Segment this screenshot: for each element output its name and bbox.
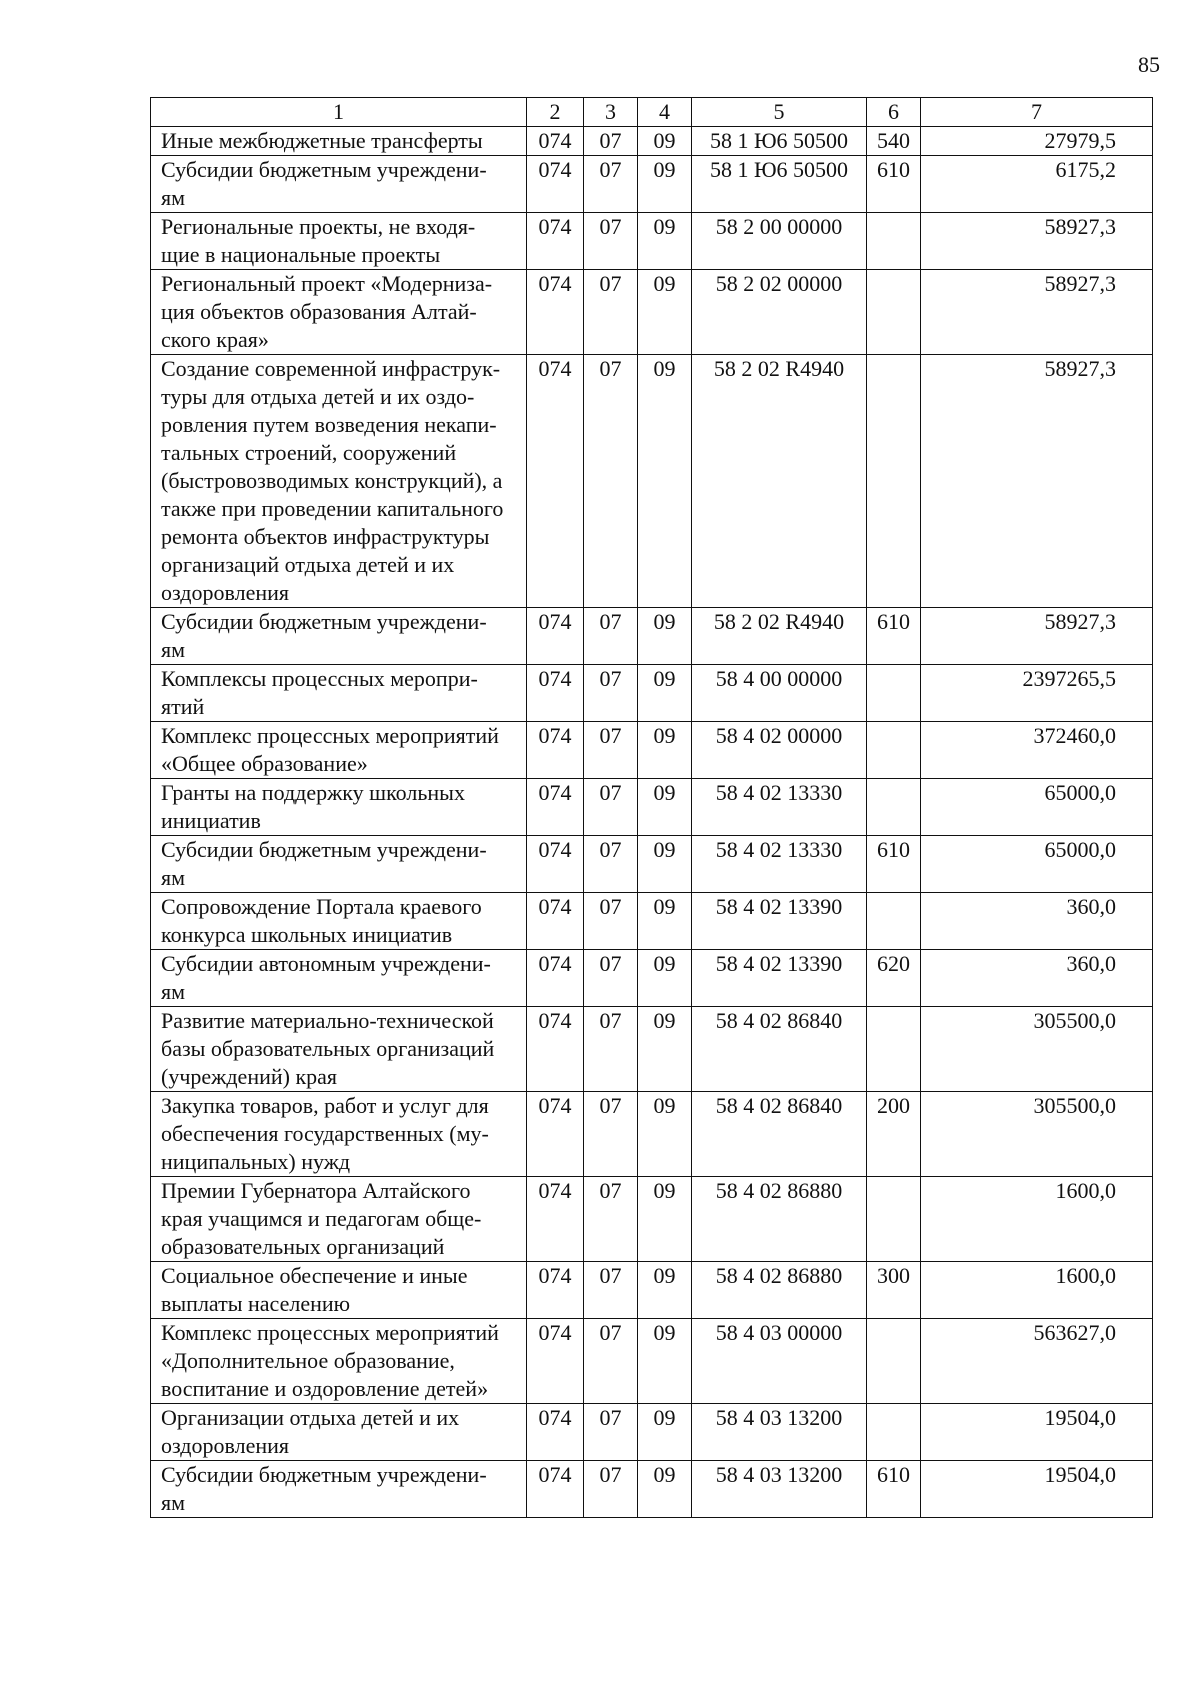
subsection-code-cell: 07 [584,893,638,950]
section-code-cell: 074 [527,779,584,836]
budget-table [150,97,1153,1518]
section-code-cell: 074 [527,836,584,893]
amount-cell: 65000,0 [921,836,1153,893]
amount-cell: 2397265,5 [921,665,1153,722]
expense-type-cell [867,1404,921,1461]
section-code-cell: 074 [527,893,584,950]
amount-cell: 305500,0 [921,1092,1153,1177]
target-article-cell: 58 4 02 86840 [692,1092,867,1177]
amount-cell: 58927,3 [921,270,1153,355]
row-name-cell: Премии Губернатора Алтайского края учащимся и педагогам обще- образовательных организаций [151,1177,527,1262]
section-code-cell: 074 [527,1262,584,1319]
subsection-code-cell: 09 [638,270,692,355]
expense-type-cell: 540 [867,127,921,156]
subsection-code-cell: 07 [584,950,638,1007]
target-article-cell: 58 4 02 13330 [692,779,867,836]
subsection-code-cell: 09 [638,127,692,156]
subsection-code-cell: 07 [584,1404,638,1461]
target-article-cell: 58 4 02 13390 [692,893,867,950]
table-row [151,213,1153,270]
subsection-code-cell: 07 [584,213,638,270]
subsection-code-cell: 09 [638,1404,692,1461]
amount-cell: 58927,3 [921,608,1153,665]
row-name-cell: Субсидии бюджетным учреждени- ям [151,608,527,665]
target-article-cell: 58 2 02 00000 [692,270,867,355]
row-name-cell: Субсидии автономным учреждени- ям [151,950,527,1007]
table-row [151,608,1153,665]
table-row [151,1092,1153,1177]
section-code-cell: 074 [527,156,584,213]
section-code-cell: 074 [527,1404,584,1461]
row-name-cell: Создание современной инфраструк- туры для отдыха детей и их оздо- ровления путем возведения некапи- тальных строений, сооружений (быстровозводимых конструкций), а также при проведении капитального ремонта объектов инфраструктуры организаций отдыха детей и их оздоровления [151,355,527,608]
row-name-cell: Комплексы процессных меропри- ятий [151,665,527,722]
amount-cell: 372460,0 [921,722,1153,779]
subsection-code-cell: 09 [638,950,692,1007]
subsection-code-cell: 07 [584,779,638,836]
subsection-code-cell: 07 [584,836,638,893]
amount-cell: 360,0 [921,893,1153,950]
row-name-cell: Комплекс процессных мероприятий «Общее образование» [151,722,527,779]
row-name-cell: Социальное обеспечение и иные выплаты населению [151,1262,527,1319]
target-article-cell: 58 4 02 13390 [692,950,867,1007]
row-name-cell: Субсидии бюджетным учреждени- ям [151,156,527,213]
page-number: 85 [1138,52,1160,77]
expense-type-cell: 610 [867,1461,921,1518]
amount-cell: 19504,0 [921,1404,1153,1461]
subsection-code-cell: 09 [638,836,692,893]
section-code-cell: 074 [527,1007,584,1092]
section-code-cell: 074 [527,722,584,779]
subsection-code-cell: 07 [584,127,638,156]
amount-cell: 27979,5 [921,127,1153,156]
subsection-code-cell: 09 [638,779,692,836]
table-row [151,950,1153,1007]
amount-cell: 305500,0 [921,1007,1153,1092]
expense-type-cell [867,1177,921,1262]
subsection-code-cell: 07 [584,665,638,722]
subsection-code-cell: 09 [638,213,692,270]
target-article-cell: 58 2 02 R4940 [692,355,867,608]
subsection-code-cell: 09 [638,355,692,608]
expense-type-cell [867,355,921,608]
expense-type-cell [867,722,921,779]
expense-type-cell: 300 [867,1262,921,1319]
expense-type-cell [867,893,921,950]
target-article-cell: 58 4 03 00000 [692,1319,867,1404]
column-header: 3 [584,98,638,127]
amount-cell: 58927,3 [921,213,1153,270]
expense-type-cell [867,1007,921,1092]
expense-type-cell [867,665,921,722]
row-name-cell: Сопровождение Портала краевого конкурса школьных инициатив [151,893,527,950]
target-article-cell: 58 4 02 00000 [692,722,867,779]
expense-type-cell: 200 [867,1092,921,1177]
target-article-cell: 58 4 02 86880 [692,1177,867,1262]
section-code-cell: 074 [527,1177,584,1262]
row-name-cell: Развитие материально-технической базы образовательных организаций (учреждений) края [151,1007,527,1092]
table-row [151,722,1153,779]
subsection-code-cell: 07 [584,1092,638,1177]
section-code-cell: 074 [527,1092,584,1177]
expense-type-cell: 620 [867,950,921,1007]
target-article-cell: 58 2 02 R4940 [692,608,867,665]
table-row [151,1404,1153,1461]
column-header: 6 [867,98,921,127]
column-header: 4 [638,98,692,127]
amount-cell: 65000,0 [921,779,1153,836]
subsection-code-cell: 09 [638,1177,692,1262]
expense-type-cell [867,213,921,270]
table-row [151,355,1153,608]
subsection-code-cell: 09 [638,1262,692,1319]
target-article-cell: 58 4 03 13200 [692,1461,867,1518]
table-row [151,127,1153,156]
subsection-code-cell: 07 [584,1262,638,1319]
section-code-cell: 074 [527,608,584,665]
table-row [151,1177,1153,1262]
amount-cell: 1600,0 [921,1177,1153,1262]
target-article-cell: 58 4 03 13200 [692,1404,867,1461]
subsection-code-cell: 07 [584,608,638,665]
target-article-cell: 58 4 02 86840 [692,1007,867,1092]
subsection-code-cell: 09 [638,1461,692,1518]
subsection-code-cell: 07 [584,270,638,355]
section-code-cell: 074 [527,270,584,355]
table-row [151,270,1153,355]
target-article-cell: 58 4 02 13330 [692,836,867,893]
column-header: 7 [921,98,1153,127]
table-row [151,779,1153,836]
subsection-code-cell: 07 [584,1319,638,1404]
target-article-cell: 58 1 Ю6 50500 [692,156,867,213]
expense-type-cell [867,1319,921,1404]
row-name-cell: Иные межбюджетные трансферты [151,127,527,156]
subsection-code-cell: 09 [638,1007,692,1092]
subsection-code-cell: 09 [638,893,692,950]
section-code-cell: 074 [527,1461,584,1518]
row-name-cell: Закупка товаров, работ и услуг для обеспечения государственных (му- ниципальных) нужд [151,1092,527,1177]
section-code-cell: 074 [527,665,584,722]
amount-cell: 360,0 [921,950,1153,1007]
subsection-code-cell: 09 [638,722,692,779]
table-row [151,1319,1153,1404]
table-row [151,156,1153,213]
table-row [151,836,1153,893]
amount-cell: 563627,0 [921,1319,1153,1404]
subsection-code-cell: 09 [638,665,692,722]
table-row [151,1007,1153,1092]
subsection-code-cell: 09 [638,1092,692,1177]
target-article-cell: 58 4 00 00000 [692,665,867,722]
amount-cell: 58927,3 [921,355,1153,608]
column-header: 2 [527,98,584,127]
section-code-cell: 074 [527,1319,584,1404]
expense-type-cell: 610 [867,156,921,213]
table-row [151,1461,1153,1518]
amount-cell: 1600,0 [921,1262,1153,1319]
row-name-cell: Региональные проекты, не входя- щие в национальные проекты [151,213,527,270]
section-code-cell: 074 [527,355,584,608]
column-header: 5 [692,98,867,127]
row-name-cell: Региональный проект «Модерниза- ция объектов образования Алтай- ского края» [151,270,527,355]
amount-cell: 6175,2 [921,156,1153,213]
subsection-code-cell: 07 [584,722,638,779]
target-article-cell: 58 4 02 86880 [692,1262,867,1319]
subsection-code-cell: 09 [638,1319,692,1404]
expense-type-cell: 610 [867,608,921,665]
section-code-cell: 074 [527,950,584,1007]
expense-type-cell: 610 [867,836,921,893]
table-row [151,665,1153,722]
subsection-code-cell: 07 [584,1177,638,1262]
expense-type-cell [867,779,921,836]
subsection-code-cell: 07 [584,1461,638,1518]
row-name-cell: Организации отдыха детей и их оздоровления [151,1404,527,1461]
row-name-cell: Субсидии бюджетным учреждени- ям [151,836,527,893]
subsection-code-cell: 09 [638,156,692,213]
column-header: 1 [151,98,527,127]
table-body [151,127,1153,1518]
target-article-cell: 58 2 00 00000 [692,213,867,270]
amount-cell: 19504,0 [921,1461,1153,1518]
row-name-cell: Комплекс процессных мероприятий «Дополнительное образование, воспитание и оздоровление детей» [151,1319,527,1404]
expense-type-cell [867,270,921,355]
subsection-code-cell: 07 [584,1007,638,1092]
table-row [151,893,1153,950]
table-row [151,1262,1153,1319]
target-article-cell: 58 1 Ю6 50500 [692,127,867,156]
row-name-cell: Субсидии бюджетным учреждени- ям [151,1461,527,1518]
subsection-code-cell: 09 [638,608,692,665]
row-name-cell: Гранты на поддержку школьных инициатив [151,779,527,836]
subsection-code-cell: 07 [584,355,638,608]
section-code-cell: 074 [527,127,584,156]
section-code-cell: 074 [527,213,584,270]
header-row [151,98,1153,127]
subsection-code-cell: 07 [584,156,638,213]
